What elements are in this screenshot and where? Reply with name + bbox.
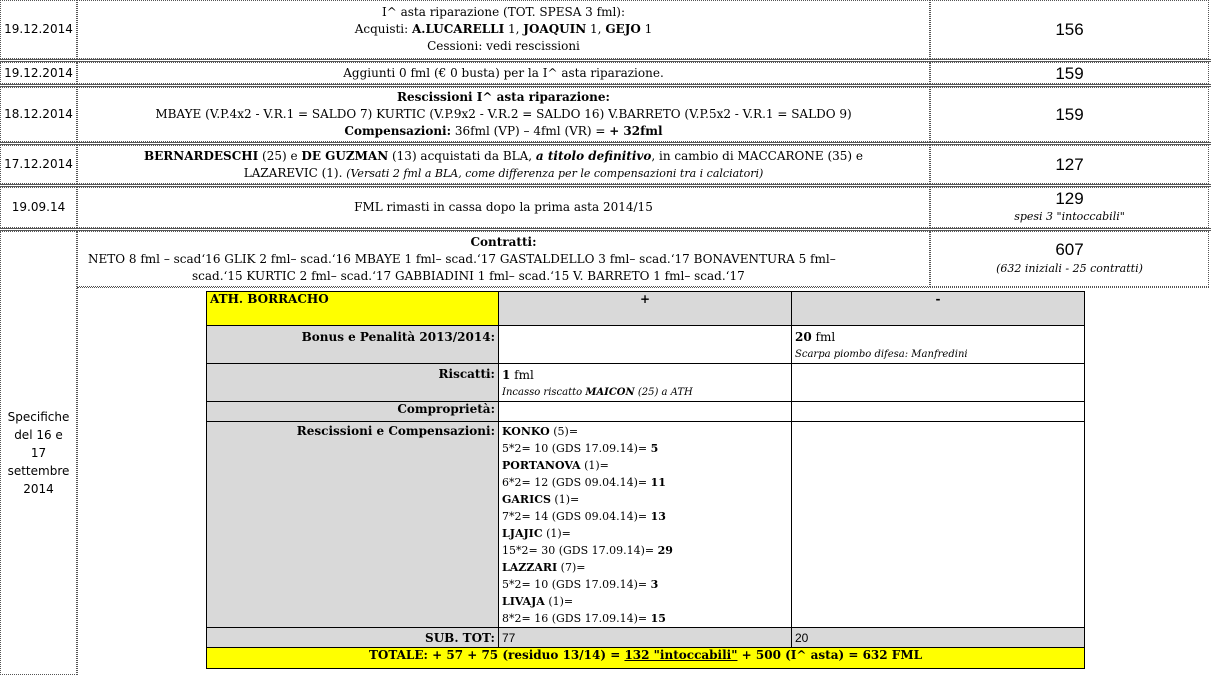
list-item: GARICS (1)=	[502, 493, 580, 506]
balance-value: 159	[930, 62, 1209, 84]
balance-note: spesi 3 "intoccabili"	[1014, 209, 1125, 223]
balance-value: 159	[930, 87, 1209, 142]
subtot-plus: 77	[499, 628, 792, 648]
entry-description	[77, 0, 930, 59]
plus-header: +	[499, 292, 792, 326]
list-item: 5*2= 10 (GDS 17.09.14)= 5	[502, 442, 659, 455]
rescissioni-plus	[499, 422, 792, 628]
comproprieta-minus	[792, 402, 1085, 422]
entry-description	[77, 87, 930, 142]
list-item: KONKO (5)=	[502, 425, 579, 438]
rescissioni-label: Rescissioni e Compensazioni:	[207, 422, 499, 628]
list-item: PORTANOVA (1)=	[502, 459, 609, 472]
riscatti-label: Riscatti:	[207, 364, 499, 402]
entry-line: MBAYE (V.P.4x2 - V.R.1 = SALDO 7) KURTIC (V.P.9x2 - V.R.2 = SALDO 16) V.BARRETO (V.P.5x2 - V.R.1 = SALDO 9)	[155, 107, 852, 121]
subtot-label: SUB. TOT:	[207, 628, 499, 648]
balance-value: 127	[930, 145, 1209, 184]
list-item: LAZZARI (7)=	[502, 561, 586, 574]
riscatti-minus	[792, 364, 1085, 402]
contracts-line: NETO 8 fml – scad‘16 GLIK 2 fml– scad.‘16 MBAYE 1 fml– scad.‘17 GASTALDELLO 3 fml– scad.‘17 BONAVENTURA 5 fml–	[88, 252, 836, 266]
bonus-minus: 20 fml Scarpa piombo difesa: Manfredini	[792, 326, 1085, 364]
contracts-line: scad.‘15 KURTIC 2 fml– scad.‘17 GABBIADINI 1 fml– scad.‘15 V. BARRETO 1 fml– scad.‘17	[192, 269, 745, 283]
list-item: 5*2= 10 (GDS 17.09.14)= 3	[502, 578, 659, 591]
list-item: 7*2= 14 (GDS 09.04.14)= 13	[502, 510, 666, 523]
entry-title: Rescissioni I^ asta riparazione:	[397, 90, 610, 104]
entry-line: LAZAREVIC (1). (Versati 2 fml a BLA, come differenza per le compensazioni tra i calciatori)	[243, 165, 764, 180]
comproprieta-label: Comproprietà:	[207, 402, 499, 422]
date-cell: 19.12.2014	[0, 62, 77, 84]
bonus-label: Bonus e Penalità 2013/2014:	[207, 326, 499, 364]
list-item: 8*2= 16 (GDS 17.09.14)= 15	[502, 612, 666, 625]
entry-description	[77, 145, 930, 184]
list-item: 15*2= 30 (GDS 17.09.14)= 29	[502, 544, 673, 557]
date-cell: 18.12.2014	[0, 87, 77, 142]
list-item: 6*2= 12 (GDS 09.04.14)= 11	[502, 476, 666, 489]
entry-description: Aggiunti 0 fml (€ 0 busta) per la I^ asta riparazione.	[77, 62, 930, 84]
bonus-plus	[499, 326, 792, 364]
date-cell: 19.09.14	[0, 187, 77, 228]
contracts-cell	[77, 231, 930, 287]
entry-line: BERNARDESCHI (25) e DE GUZMAN (13) acquistati da BLA, a titolo definitivo, in cambio di MACCARONE (35) e	[143, 148, 863, 163]
riscatti-plus: 1 fml Incasso riscatto MAICON (25) a ATH	[499, 364, 792, 402]
entry-description: FML rimasti in cassa dopo la prima asta 2014/15	[77, 187, 930, 228]
list-item: LJAJIC (1)=	[502, 527, 571, 540]
entry-line: Cessioni: vedi rescissioni	[427, 39, 580, 53]
balance-value: 129 spesi 3 "intoccabili"	[930, 187, 1209, 228]
balance-note: (632 iniziali - 25 contratti)	[996, 262, 1143, 275]
date-cell: 19.12.2014	[0, 0, 77, 59]
entry-line: I^ asta riparazione (TOT. SPESA 3 fml):	[381, 5, 626, 19]
balance-value: 156	[930, 0, 1209, 59]
entry-line: Compensazioni: 36fml (VP) – 4fml (VR) = + 32fml	[344, 124, 663, 138]
balance-value: 607 (632 iniziali - 25 contratti)	[930, 231, 1209, 287]
subtot-minus: 20	[792, 628, 1085, 648]
side-label: Specifiche del 16 e 17 settembre 2014	[0, 231, 77, 675]
ath-borracho-table	[206, 291, 1085, 669]
date-cell: 17.12.2014	[0, 145, 77, 184]
team-name: ATH. BORRACHO	[207, 292, 499, 326]
contracts-title: Contratti:	[470, 235, 537, 249]
totale-row: TOTALE: + 57 + 75 (residuo 13/14) = 132 "intoccabili" + 500 (I^ asta) = 632 FML	[207, 648, 1085, 669]
comproprieta-plus	[499, 402, 792, 422]
list-item: LIVAJA (1)=	[502, 595, 574, 608]
entry-line: Acquisti: A.LUCARELLI 1, JOAQUIN 1, GEJO 1	[354, 22, 653, 36]
rescissioni-minus	[792, 422, 1085, 628]
minus-header: -	[792, 292, 1085, 326]
